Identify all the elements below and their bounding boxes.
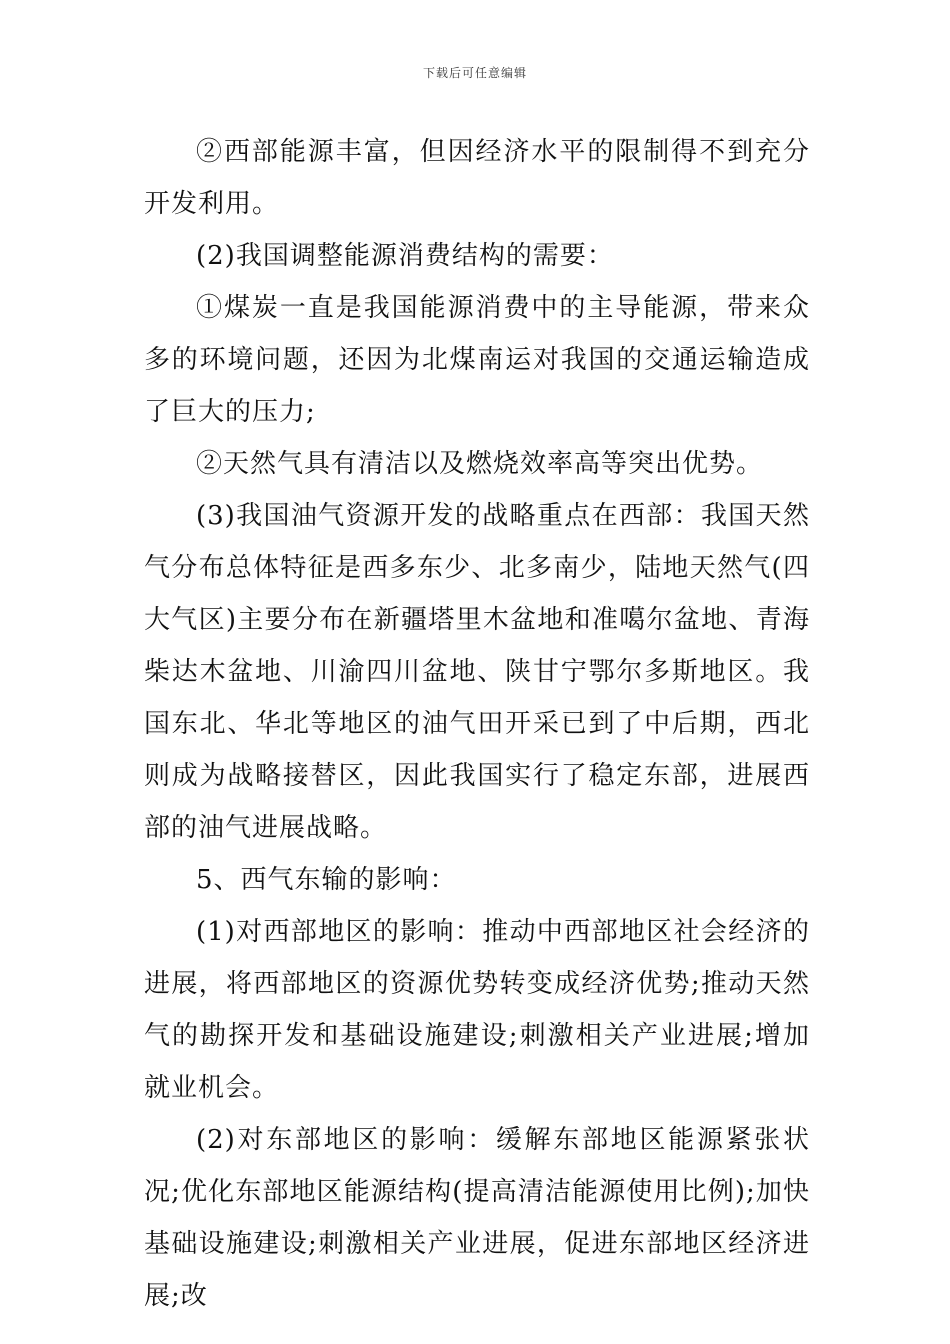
- page-header: 下载后可任意编辑: [422, 66, 527, 80]
- paragraph-impact-east: (2)对东部地区的影响：缓解东部地区能源紧张状况;优化东部地区能源结构(提高清洁能源使用比例);加快基础设施建设;刺激相关产业进展，促进东部地区经济进展;改: [144, 1125, 810, 1311]
- paragraph-coal-dominant: ①煤炭一直是我国能源消费中的主导能源，带来众多的环境问题，还因为北煤南运对我国的交通运输造成了巨大的压力;: [144, 293, 810, 427]
- paragraph-impact-west: (1)对西部地区的影响：推动中西部地区社会经济的进展，将西部地区的资源优势转变成经济优势;推动天然气的勘探开发和基础设施建设;刺激相关产业进展;增加就业机会。: [144, 917, 810, 1103]
- paragraph-western-energy-underused: ②西部能源丰富，但因经济水平的限制得不到充分开发利用。: [144, 137, 810, 219]
- document-body: [144, 126, 810, 1322]
- section-heading-impacts: 5、西气东输的影响：: [196, 865, 457, 895]
- paragraph-natural-gas-advantages: ②天然气具有清洁以及燃烧效率高等突出优势。: [196, 449, 764, 479]
- paragraph-oil-gas-strategy-west: (3)我国油气资源开发的战略重点在西部：我国天然气分布总体特征是西多东少、北多南少，陆地天然气(四大气区)主要分布在新疆塔里木盆地和准噶尔盆地、青海柴达木盆地、川渝四川盆地、陕甘宁鄂尔多斯地区。我国东北、华北等地区的油气田开采已到了中后期，西北则成为战略接替区，因此我国实行了稳定东部，进展西部的油气进展战略。: [144, 501, 810, 843]
- paragraph-energy-structure-heading: (2)我国调整能源消费结构的需要：: [196, 241, 614, 271]
